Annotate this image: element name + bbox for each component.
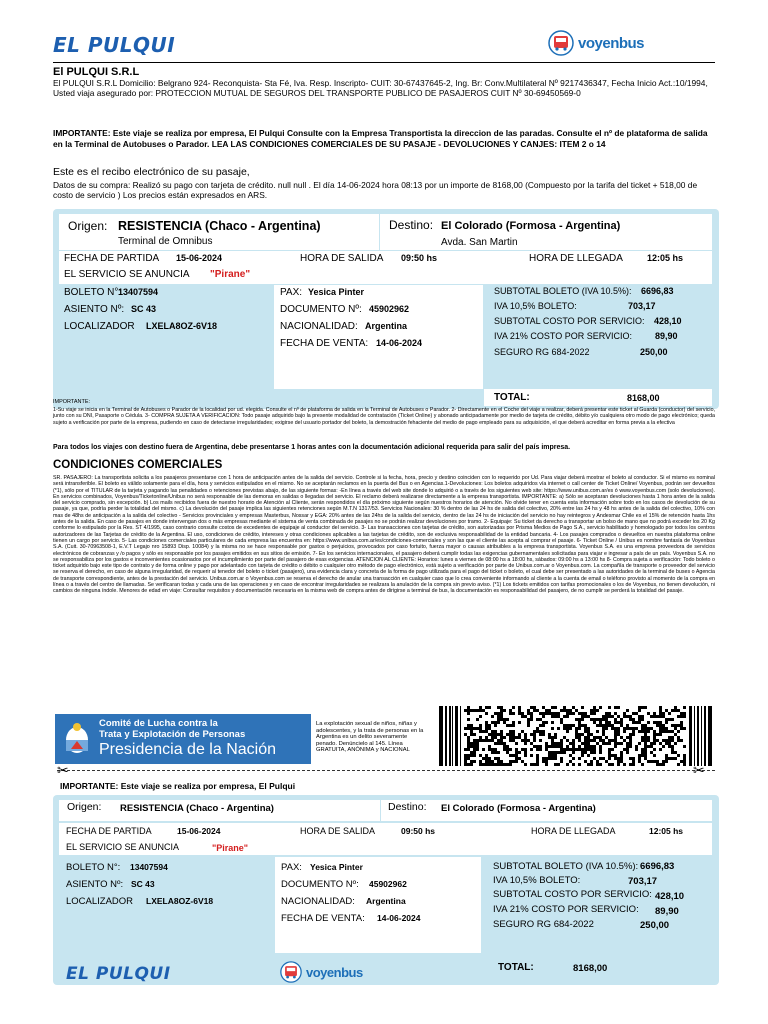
sale-date: 14-06-2024 <box>376 338 423 348</box>
iva-ticket-label: IVA 10,5% BOLETO: <box>494 301 577 311</box>
stub-total-label: TOTAL: <box>498 962 534 973</box>
stub-locator-label: LOCALIZADOR <box>66 896 134 907</box>
origin-value: RESISTENCIA (Chaco - Argentina) <box>118 219 321 233</box>
subtotal-service-label: SUBTOTAL COSTO POR SERVICIO: <box>494 316 645 326</box>
ticket-no: 13407594 <box>118 287 159 297</box>
iva-service-label: IVA 21% COSTO POR SERVICIO: <box>494 331 633 341</box>
stub-destination: El Colorado (Formosa - Argentina) <box>441 803 596 814</box>
stub-departure-date-label: FECHA DE PARTIDA <box>66 826 152 836</box>
ticket-no-label: BOLETO N°: <box>64 287 122 298</box>
insurance: 250,00 <box>640 347 668 357</box>
footer-el-pulqui-logo: EL PULQUI <box>66 964 171 984</box>
stub-origin: RESISTENCIA (Chaco - Argentina) <box>120 803 274 814</box>
departure-time-label: HORA DE SALIDA <box>300 253 384 264</box>
subtotal-ticket-label: SUBTOTAL BOLETO (IVA 10.5%): <box>494 286 632 296</box>
stub-insurance: 250,00 <box>640 920 670 931</box>
conditions-body: SR. PASAJERO: La transportista solicita a los pasajeros presentarse con 1 hora de anticipación antes de la salida del servicio. Controle si la fecha, hora, precio y destino coinciden con lo requerido por Ud. Para viajar deberá mostrar el boleto al conductor. Si el mismo es nominal será intransferible. El boleto es válido solamente para el día, hora y servicios estipulados en el mismo. No se aceptarán reclamos en la puerta del Bus o en Agencias.1-Devoluciones: Los boletos adquiridos vía internet o call center de Ticket Online/ Voyenbus, podrán ser devueltos (*1), sólo por el TITULAR de la tarjeta y pagando las penalidades o retenciones previstas abajo, de las siguiente formas: -En línea a través del web site donde lo adquirió o a través de los siguientes web site: https://www.unibus.com.ar/es ó www.voyenbus.com (solo devoluciones). En servicios combinados, Voyenbus/Ticketonline/Unibus no será responsable de las demoras en salidas o llegadas del servicio. El reclamo deberá realizarse directamente a la empresa transportista. IMPORTANTE: a) Sólo se aceptaran devoluciones hasta 1 hora antes de la salida del servicio comprado, sin excepción. b) Los mails recibidos fuera de nuestro horario de Atención al Cliente, serán respondidos el día próximo siguiente según nuestros horarios de atención. No olvide tener en cuenta esta información sobre todo en los casos de devolución de su pasaje, ya que, podría perder la totalidad del mismo. c) La devolución del pasaje implica las siguientes retenciones según M.T.N 1317/53. Servicios Nacionales: 30 % dentro de las 24 hs de salida del colectivo, 20% entre las 24 hs y 48 hs antes de la salida del colectivo, 10% con mas de 48hs de anticipación a la salida del colectivo - Servicios provinciales y empresas Masterbus, Nossar y EGA: 20% antes de las 24hs de la salida del servicio, dentro de las 24 hs de iniciación del servicio no hay reintegros y Andesmar Chile es el 15% de retención hasta 1hs antes de la salida. En caso de pasajes en donde intervengan dos o más empresas mediante el sistema de venta combinada de pasajes no se podrán realizar devoluciones por tramo. 2- Equipaje: Su ticket da derecho a transportar un bolso de mano que no podrá exceder los 20 Kg conforme lo estipulado por la Res. ST 4/1995, caso contrario consulte costos de excedentes de equipaje al conductor del servicio. 3- Las transacciones con tarjetas de crédito, son autorizadas por Prisma Medios de Pago S.A., servicio habilitado y homologado por todos los centros autorizadores de las Tarjetas de crédito de la Argentina. El uso, condiciones de crédito, intereses y otras condiciones aplicables a las tarjetas de crédito, son de exclusiva responsabilidad de la entidad bancaria. 4- Los pasajes comprados o devueltos en nuestra plataforma online tienen un cargo por servicio. 5- Las condiciones comerciales particulares de cada empresa las encuentra en: https://www.unibus.com.ar/es/condiciones-comerciales y son las que el cliente las acepta al comprar el pasaje. 6- Ticket Online / Unibus es nombre fantasía de Voyenbus S.A. (Cuit. 30-70963508-1, E.V.T Legajo nro 15893 Disp. 10084) y la misma no se hace responsable por gastos o perjuicios, provocados por caso fortuito, fuerza mayor o causas atribuibles a la empresa transportista. Voyenbus S.A. es una empresa proveedora de servicios electrónicos de cobranzas y /o pagos y sólo es responsable por los pasajes emitidos en sus sitios de emisión. 7- En los servicios internacionales, el pasajero deberá cumplir todas las exigencias gubernamentales solicitadas para viajar e ingresar a país de un país. Voyenbus S.A. no se responsabiliza por los gastos e inconvenientes ocasionados por el incumplimiento por parte del pasajero de esas exigencias. ATENCION AL CLIENTE: Horarios: lunes a viernes de 08:00 hs a 18:00 hs, sábados: 09:00 hs a 13:00 hs 8- Compra sujeta a verificación: Todo boleto o ticket adquirido bajo este tipo de contrato y de forma online y pago por adelantado con tarjeta de crédito o débito o cualquier otro método de pago electrónico, está sujeto a verificación por parte de Unibus.com.ar o Voyenbus.com. La compañía de transporte o proveedor del servicio se reserva el derecho, en caso de alguna irregularidad, de requerir al tenedor del boleto o ticket (pasajero), una evidencia clara y concreta de la forma de pago utilizada para el pago del ticket o boleto, el cual debe ser presentado a las autoridades de la terminal de buses o Agencia de transporte correspondiente, antes de la prestación del servicio. Unibus.com.ar o Voyenbus.com se reserva el derecho de anular una transacción en cualquier caso que lo crea conveniente informando al cliente a la cuenta de email o teléfono provisto al momento de la compra en línea o a través del centro de llamadas. Se verificaran todas y cada una de las operaciones y en caso de encontrar irregularidades se realizara la anulación de la compra sin previo aviso. (*1) Los tickets emitidos con tarifas promocionales o los de Voyenbus, no tienen devolución, ni cambios de ninguna índole. Menores de edad en viaje: Consultar requisitos y documentación necesaria en la misma web de compra antes de dirigirse a terminal de bus, la documentación es responsabilidad del pasajero, de no cumplir se perderá la totalidad del pasaje. <box>53 475 715 595</box>
arrival-time: 12:05 hs <box>647 253 684 263</box>
stub-route-divider <box>380 800 381 821</box>
stub-total: 8168,00 <box>573 963 608 974</box>
sale-date-label: FECHA DE VENTA: <box>280 338 369 349</box>
voyenbus-logo <box>548 30 644 56</box>
stub-ticket-no: 13407594 <box>130 862 168 872</box>
stub-sale-date-label: FECHA DE VENTA: <box>281 913 365 924</box>
nationality-label: NACIONALIDAD: <box>280 321 358 332</box>
voyenbus-wordmark: voyenbus <box>578 34 645 52</box>
destination-value: El Colorado (Formosa - Argentina) <box>441 220 621 232</box>
service-label: EL SERVICIO SE ANUNCIA <box>64 269 190 280</box>
iva-ticket: 703,17 <box>628 301 656 311</box>
locator-label: LOCALIZADOR <box>64 321 135 332</box>
conditions-title: CONDICIONES COMERCIALES <box>53 459 223 471</box>
nationality: Argentina <box>365 321 408 331</box>
subtotal-service: 428,10 <box>654 316 682 326</box>
subtotal-ticket: 6696,83 <box>641 286 674 296</box>
stub-document-label: DOCUMENTO Nº: <box>281 879 359 890</box>
campaign-note: La explotación sexual de niños, niñas y adolescentes, y la trata de personas en la Argentina es un delito severamente penado. Denúncielo al 145. Línea GRATUITA, ANÓNIMA y NACIONAL <box>316 721 424 754</box>
pax: Yesica Pinter <box>308 287 365 297</box>
stub-subtotal-service: 428,10 <box>655 891 685 902</box>
receipt-title: Este es el recibo electrónico de su pasaje, <box>53 166 250 178</box>
company-details: El PULQUI S.R.L Domicilio: Belgrano 924- Reconquista- Sta Fé, Iva. Resp. Inscripto- CUIT: 30-67437645-2, Ing. Br: Conv.Multilateral Nº 9217436347, Fecha Inicio Act.:10/1994, Usted viaja asegurado por: PROTECCION MUTUAL DE SEGUROS DEL TRANSPORTE PUBLICO DE PASAJEROS CUIT Nº 30-69450569-0 <box>53 78 708 98</box>
stub-subtotal-service-label: SUBTOTAL COSTO POR SERVICIO: <box>493 889 652 900</box>
campaign-banner <box>55 714 311 764</box>
stub-subtotal-ticket-label: SUBTOTAL BOLETO (IVA 10.5%): <box>493 861 639 872</box>
stub-service-label: EL SERVICIO SE ANUNCIA <box>66 842 180 852</box>
scissors-icon-right: ✂ <box>693 762 705 778</box>
stub-arrival-time: 12:05 hs <box>649 826 684 836</box>
important-body: 1-Su viaje se inicia en la Terminal de Autobuses o Parador de la localidad por ud. elegida. Consulte el nº de plataforma de salida en la Terminal de Autobuses o Parador. 2- Directamente en el Coche del viaje a realizar, deberá presentar este ticket al Guarda (conductor) del servicio, junto con su DNI, Pasaporte o Cédula. 3- COMPRA SUJETA A VERIFICACION: Todo pasaje adquirido bajo la presente modalidad de contratación (Ticket Online) y abonado anticipadamente por medio de tarjeta de crédito, débito y/o cualquiera otro modo de pago electrónico; queda sujeto a verificación por parte de la empresa, pudiendo en caso de detectarse irregularidades; exigirse del usuario portador del boleto, la demostración fehaciente del medio de pago empleado para su adquisición, el que deberá acreditar en forma previa a la efectiva <box>53 407 715 426</box>
stub-departure-time-label: HORA DE SALIDA <box>300 826 376 836</box>
stub-sale-date: 14-06-2024 <box>377 913 421 923</box>
stub-locator: LXELA8OZ-6V18 <box>146 896 214 906</box>
stub-pax-label: PAX: <box>281 862 302 873</box>
stub-nationality: Argentina <box>366 896 406 906</box>
pax-label: PAX: <box>280 287 303 298</box>
campaign-line-2: Trata y Explotación de Personas <box>99 729 246 740</box>
stub-document: 45902962 <box>369 879 407 889</box>
campaign-line-3: Presidencia de la Nación <box>99 741 276 758</box>
header-divider <box>53 62 715 63</box>
stub-ticket-no-label: BOLETO N°: <box>66 862 121 873</box>
stub-seat: SC 43 <box>131 879 155 889</box>
stub-insurance-label: SEGURO RG 684-2022 <box>493 919 594 930</box>
seat: SC 43 <box>131 304 157 314</box>
important-notice: IMPORTANTE: Este viaje se realiza por empresa, El Pulqui Consulte con la Empresa Transportista la direccion de las paradas. Consulte el nº de plataforma de salida en la Terminal de Autobuses o Parador. LEA LAS CONDICIONES COMERCIALES DE SU PASAJE - DEVOLUCIONES Y CANJES: ITEM 2 o 14 <box>53 128 708 149</box>
insurance-label: SEGURO RG 684-2022 <box>494 347 590 357</box>
company-name: El PULQUI S.R.L <box>53 66 140 78</box>
total-label: TOTAL: <box>494 392 530 403</box>
stub-seat-label: ASIENTO Nº: <box>66 879 124 890</box>
stub-iva-ticket: 703,17 <box>628 876 658 887</box>
cut-line <box>57 770 715 771</box>
footer-bus-icon <box>280 961 302 983</box>
stub-important: IMPORTANTE: Este viaje se realiza por empresa, El Pulqui <box>60 781 296 791</box>
service-name: "Pirane" <box>210 269 251 280</box>
pdf417-barcode <box>437 706 715 766</box>
arrival-time-label: HORA DE LLEGADA <box>529 253 623 264</box>
stub-iva-service: 89,90 <box>655 906 679 917</box>
destination-terminal: Avda. San Martin <box>441 237 518 248</box>
stub-pax: Yesica Pinter <box>310 862 363 872</box>
departure-time: 09:50 hs <box>401 253 438 263</box>
seat-label: ASIENTO Nº: <box>64 304 125 315</box>
passenger-cell <box>274 285 483 389</box>
footer-voyenbus-logo <box>280 961 363 983</box>
campaign-line-1: Comité de Lucha contra la <box>99 718 218 729</box>
el-pulqui-logo: EL PULQUI <box>53 33 176 57</box>
route-divider <box>379 214 380 250</box>
stub-origin-label: Origen: <box>67 801 102 813</box>
international-warning: Para todos los viajes con destino fuera de Argentina, debe presentarse 1 horas antes con la documentación adicional requerida para salir del país impresa. <box>53 444 571 451</box>
departure-date: 15-06-2024 <box>176 253 223 263</box>
footer-voyenbus-wordmark: voyenbus <box>306 964 363 980</box>
argentina-coat-of-arms-icon <box>61 721 93 757</box>
stub-service-name: "Pirane" <box>212 843 249 853</box>
departure-date-label: FECHA DE PARTIDA <box>64 253 160 264</box>
bus-icon <box>548 30 574 56</box>
origin-terminal: Terminal de Omnibus <box>118 236 213 247</box>
stub-destination-label: Destino: <box>388 801 427 813</box>
stub-iva-ticket-label: IVA 10,5% BOLETO: <box>493 875 581 886</box>
important-title: IMPORTANTE: <box>53 399 91 405</box>
scissors-icon-left: ✂ <box>57 762 69 778</box>
destination-label: Destino: <box>389 218 434 232</box>
stub-nationality-label: NACIONALIDAD: <box>281 896 355 907</box>
stub-iva-service-label: IVA 21% COSTO POR SERVICIO: <box>493 904 639 915</box>
stub-departure-time: 09:50 hs <box>401 826 436 836</box>
purchase-info: Datos de su compra: Realizó su pago con tarjeta de crédito. null null . El día 14-06-2024 hora 08:13 por un importe de 8168,00 (Compuesto por la tarifa del ticket + 518,00 de costo de servicio ) Los precios están expresados en ARS. <box>53 180 698 200</box>
stub-departure-date: 15-06-2024 <box>177 826 221 836</box>
total: 8168,00 <box>627 393 660 403</box>
document: 45902962 <box>369 304 410 314</box>
locator: LXELA8OZ-6V18 <box>146 321 218 331</box>
origin-label: Origen: <box>68 219 108 233</box>
stub-subtotal-ticket: 6696,83 <box>640 861 675 872</box>
document-label: DOCUMENTO Nº: <box>280 304 362 315</box>
stub-arrival-time-label: HORA DE LLEGADA <box>531 826 616 836</box>
iva-service: 89,90 <box>655 331 678 341</box>
